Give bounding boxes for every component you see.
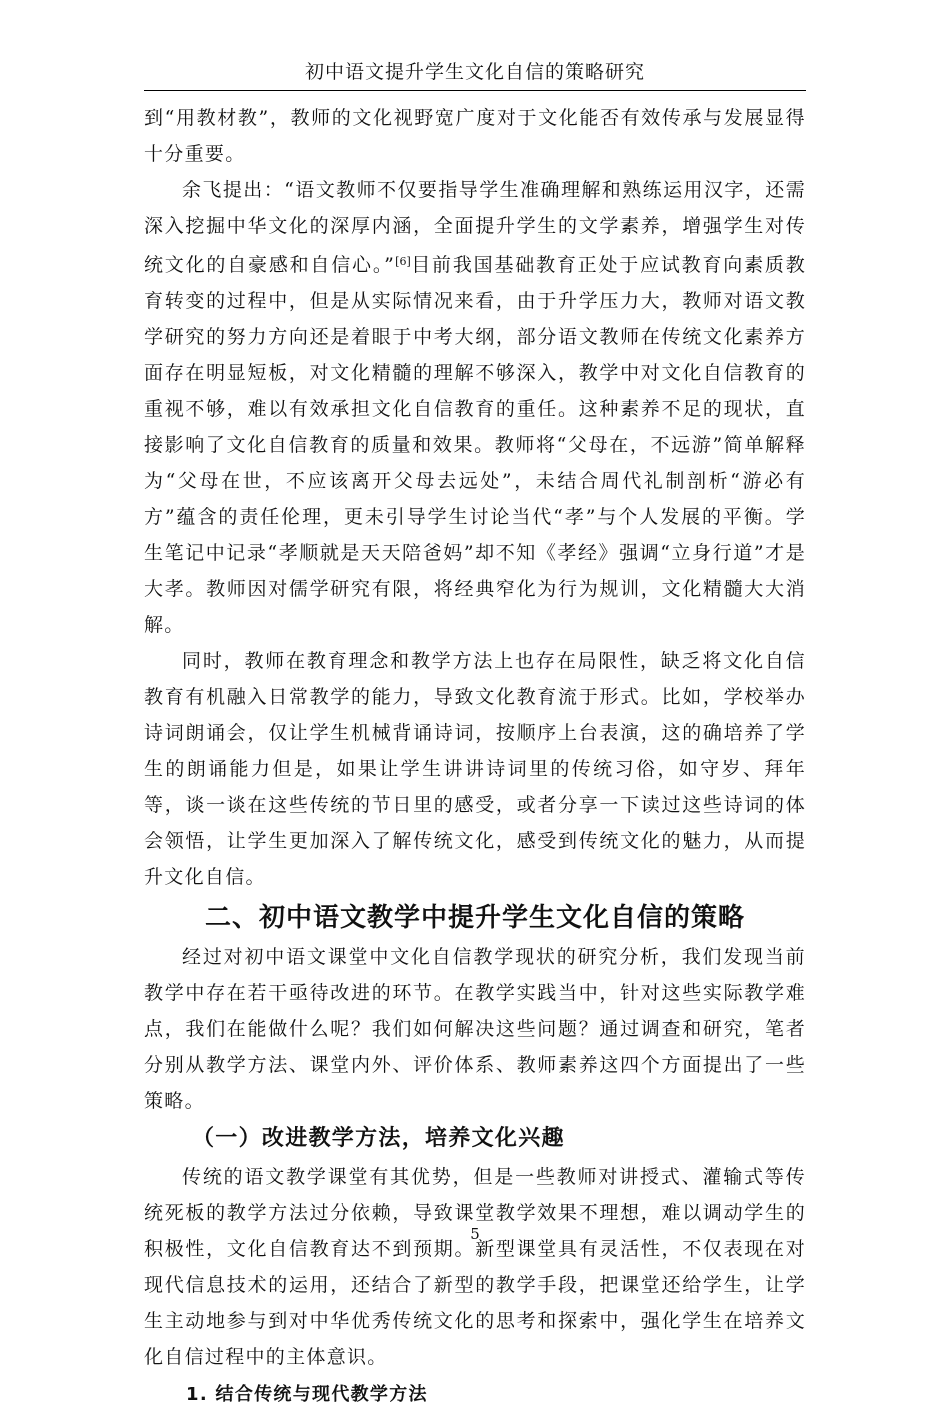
section-heading: 二、初中语文教学中提升学生文化自信的策略 [204, 903, 745, 933]
paragraph-section-intro: 经过对初中语文课堂中文化自信教学现状的研究分析，我们发现当前教学中存在若干亟待改进的环节。在教学实践当中，针对这些实际教学难点，我们在能做什么呢？我们如何解决这些问题？通过调查和研究，笔者分别从教学方法、课堂内外、评价体系、教师素养这四个方面提出了一些策略。 [144, 946, 806, 1112]
subsection-heading: （一）改进教学方法，培养文化兴趣 [192, 1126, 565, 1151]
paragraph-teaching-limitations: 同时，教师在教育理念和教学方法上也存在局限性，缺乏将文化自信教育有机融入日常教学的能力，导致文化教育流于形式。比如，学校举办诗词朗诵会，仅让学生机械背诵诗词，按顺序上台表演，这的确培养了学生的朗诵能力但是，如果让学生讲讲诗词里的传统习俗，如守岁、拜年等，谈一谈在这些传统的节日里的感受，或者分享一下读过这些诗词的体会领悟，让学生更加深入了解传统文化，感受到传统文化的魅力，从而提升文化自信。 [144, 650, 806, 888]
header-divider [144, 90, 806, 91]
citation-marker: [6] [395, 255, 411, 268]
paragraph-continuation: 到“用教材教”，教师的文化视野宽广度对于文化能否有效传承与发展显得十分重要。 [144, 107, 806, 165]
paragraph-yufei-quote [144, 172, 806, 643]
page-number: 5 [470, 1225, 480, 1243]
running-header: 初中语文提升学生文化自信的策略研究 [304, 61, 645, 83]
paragraph-teaching-methods: 传统的语文教学课堂有其优势，但是一些教师对讲授式、灌输式等传统死板的教学方法过分依赖，导致课堂教学效果不理想，难以调动学生的积极性，文化自信教育达不到预期。新型课堂具有灵活性，不仅表现在对现代信息技术的运用，还结合了新型的教学手段，把课堂还给学生，让学生主动地参与到对中华优秀传统文化的思考和探索中，强化学生在培养文化自信过程中的主体意识。 [144, 1166, 806, 1368]
paragraph-text: 目前我国基础教育正处于应试教育向素质教育转变的过程中，但是从实际情况来看，由于升学压力大，教师对语文教学研究的努力方向还是着眼于中考大纲，部分语文教师在传统文化素养方面存在明显短板，对文化精髓的理解不够深入，教学中对文化自信教育的重视不够，难以有效承担文化自信教育的重任。这种素养不足的现状，直接影响了文化自信教育的质量和效果。教师将“父母在，不远游”简单解释为“父母在世，不应该离开父母去远处”，未结合周代礼制剖析“游必有方”蕴含的责任伦理，更未引导学生讨论当代“孝”与个人发展的平衡。学生笔记中记录“孝顺就是天天陪爸妈”却不知《孝经》强调“立身行道”才是大孝。教师因对儒学研究有限，将经典窄化为行为规训，文化精髓大大消解。 [144, 254, 806, 636]
numbered-item-heading: 1. 结合传统与现代教学方法 [186, 1384, 428, 1405]
body-text [144, 100, 806, 1413]
quote-text: 余飞提出：“语文教师不仅要指导学生准确理解和熟练运用汉字，还需深入挖掘中华文化的深厚内涵，全面提升学生的文学素养，增强学生对传统文化的自豪感和自信心。” [144, 179, 806, 276]
